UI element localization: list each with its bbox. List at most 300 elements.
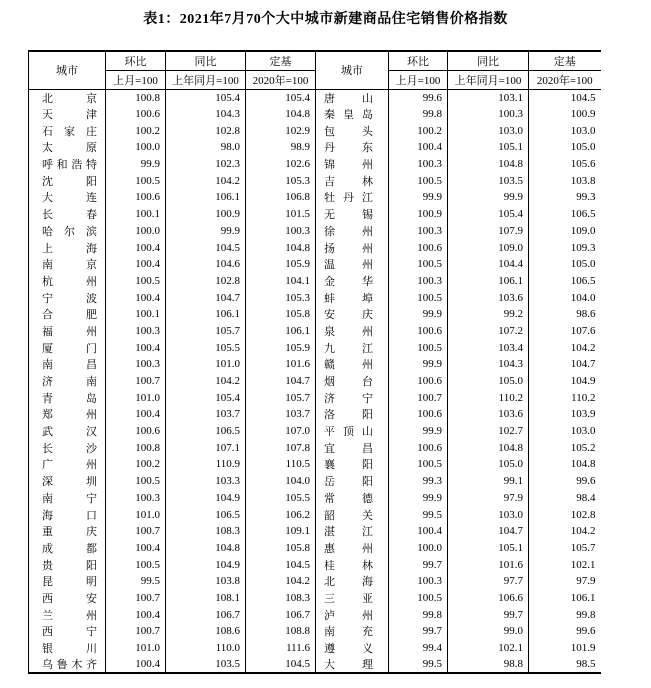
city-cell bbox=[29, 223, 106, 240]
base-value: 105.6 bbox=[570, 158, 596, 171]
base-value: 103.8 bbox=[570, 174, 596, 187]
base-value: 103.0 bbox=[570, 425, 596, 438]
city-name: 包头 bbox=[324, 125, 373, 138]
yoy-value: 103.5 bbox=[166, 656, 246, 673]
city-name: 济南 bbox=[42, 376, 97, 389]
yoy-value: 110.9 bbox=[166, 456, 246, 473]
city-cell bbox=[29, 356, 106, 373]
yoy-value: 103.6 bbox=[448, 289, 529, 306]
mom-value: 99.9 bbox=[106, 156, 166, 173]
mom-value: 100.3 bbox=[389, 156, 448, 173]
yoy-value: 109.0 bbox=[448, 239, 529, 256]
yoy-value: 104.3 bbox=[166, 106, 246, 123]
city-cell bbox=[316, 273, 389, 290]
city-cell bbox=[316, 189, 389, 206]
city-name: 大连 bbox=[42, 192, 97, 205]
base-value: 105.7 bbox=[570, 541, 596, 554]
table-row bbox=[29, 423, 601, 440]
city-name: 金华 bbox=[324, 275, 373, 288]
base-value: 99.8 bbox=[576, 608, 596, 621]
base-value: 98.5 bbox=[576, 658, 596, 671]
mom-value: 99.9 bbox=[389, 189, 448, 206]
city-name: 上海 bbox=[42, 242, 97, 255]
city-name: 赣州 bbox=[324, 359, 373, 372]
yoy-value: 104.2 bbox=[166, 172, 246, 189]
price-index-table bbox=[28, 50, 601, 674]
city-name: 无锡 bbox=[324, 209, 373, 222]
yoy-value: 104.9 bbox=[166, 490, 246, 507]
table-row bbox=[29, 356, 601, 373]
table-row bbox=[29, 606, 601, 623]
city-name: 重庆 bbox=[42, 526, 97, 539]
city-name: 洛阳 bbox=[324, 409, 373, 422]
yoy-value: 98.8 bbox=[448, 656, 529, 673]
city-cell bbox=[29, 473, 106, 490]
mom-value: 100.7 bbox=[389, 389, 448, 406]
yoy-value: 101.6 bbox=[448, 556, 529, 573]
base-value: 98.6 bbox=[576, 308, 596, 321]
city-cell bbox=[316, 172, 389, 189]
mom-value: 100.0 bbox=[106, 139, 166, 156]
base-value: 105.8 bbox=[246, 306, 316, 323]
base-value: 105.4 bbox=[246, 89, 316, 106]
mom-value: 99.3 bbox=[389, 473, 448, 490]
city-cell bbox=[29, 256, 106, 273]
base-value: 108.3 bbox=[246, 590, 316, 607]
base-value: 98.9 bbox=[246, 139, 316, 156]
header-mom-sub-left: 上月=100 bbox=[106, 70, 166, 89]
base-value: 100.3 bbox=[246, 223, 316, 240]
mom-value: 100.4 bbox=[106, 606, 166, 623]
city-cell bbox=[316, 339, 389, 356]
city-name: 韶关 bbox=[324, 509, 373, 522]
city-name: 泉州 bbox=[324, 325, 373, 338]
city-cell bbox=[29, 573, 106, 590]
city-name: 天津 bbox=[42, 109, 97, 122]
mom-value: 100.3 bbox=[389, 223, 448, 240]
mom-value: 100.7 bbox=[106, 523, 166, 540]
header-city-right: 城市 bbox=[316, 51, 389, 89]
base-value: 104.8 bbox=[246, 239, 316, 256]
base-value: 102.1 bbox=[570, 558, 596, 571]
city-cell bbox=[29, 439, 106, 456]
city-name: 秦皇岛 bbox=[324, 109, 373, 122]
city-name: 北海 bbox=[324, 576, 373, 589]
base-value: 102.6 bbox=[246, 156, 316, 173]
header-yoy-right: 同比 bbox=[448, 51, 529, 70]
table-row bbox=[29, 206, 601, 223]
table-row bbox=[29, 156, 601, 173]
city-name: 昆明 bbox=[42, 576, 97, 589]
city-cell bbox=[29, 506, 106, 523]
yoy-value: 103.8 bbox=[166, 573, 246, 590]
mom-value: 99.4 bbox=[389, 640, 448, 657]
base-value: 105.3 bbox=[246, 172, 316, 189]
city-cell bbox=[29, 306, 106, 323]
city-name: 长沙 bbox=[42, 442, 97, 455]
city-name: 大理 bbox=[324, 659, 373, 672]
city-name: 郑州 bbox=[42, 409, 97, 422]
city-name: 湛江 bbox=[324, 526, 373, 539]
base-value: 104.5 bbox=[570, 91, 596, 104]
mom-value: 100.0 bbox=[106, 223, 166, 240]
table-header bbox=[29, 51, 601, 89]
base-value: 104.7 bbox=[570, 358, 596, 371]
mom-value: 100.7 bbox=[106, 623, 166, 640]
base-value: 110.5 bbox=[246, 456, 316, 473]
yoy-value: 99.9 bbox=[448, 189, 529, 206]
city-name: 海口 bbox=[42, 509, 97, 522]
base-value: 104.5 bbox=[246, 656, 316, 673]
yoy-value: 103.5 bbox=[448, 172, 529, 189]
mom-value: 100.4 bbox=[106, 406, 166, 423]
base-value: 101.9 bbox=[570, 642, 596, 655]
base-value: 98.4 bbox=[576, 491, 596, 504]
yoy-value: 99.7 bbox=[448, 606, 529, 623]
yoy-value: 103.0 bbox=[448, 122, 529, 139]
header-base-sub-right: 2020年=100 bbox=[529, 70, 601, 89]
city-name: 泸州 bbox=[324, 609, 373, 622]
city-name: 吉林 bbox=[324, 175, 373, 188]
city-name: 成都 bbox=[42, 542, 97, 555]
page-title: 表1：2021年7月70个大中城市新建商品住宅销售价格指数 bbox=[143, 12, 508, 27]
table-row bbox=[29, 406, 601, 423]
header-city-left: 城市 bbox=[29, 51, 106, 89]
table-row bbox=[29, 540, 601, 557]
base-value: 106.8 bbox=[246, 189, 316, 206]
base-value: 108.8 bbox=[246, 623, 316, 640]
city-name: 唐山 bbox=[324, 92, 373, 105]
city-name: 厦门 bbox=[42, 342, 97, 355]
mom-value: 100.6 bbox=[389, 323, 448, 340]
city-name: 遵义 bbox=[324, 643, 373, 656]
mom-value: 100.5 bbox=[106, 556, 166, 573]
mom-value: 100.5 bbox=[389, 339, 448, 356]
city-name: 扬州 bbox=[324, 242, 373, 255]
city-cell bbox=[29, 139, 106, 156]
base-value: 104.1 bbox=[246, 273, 316, 290]
mom-value: 100.6 bbox=[106, 106, 166, 123]
table-row bbox=[29, 189, 601, 206]
mom-value: 100.5 bbox=[389, 172, 448, 189]
city-cell bbox=[29, 89, 106, 106]
mom-value: 100.4 bbox=[106, 289, 166, 306]
city-cell bbox=[316, 590, 389, 607]
yoy-value: 105.1 bbox=[448, 139, 529, 156]
city-cell bbox=[316, 223, 389, 240]
city-name: 九江 bbox=[324, 342, 373, 355]
city-name: 沈阳 bbox=[42, 175, 97, 188]
base-value: 109.3 bbox=[570, 241, 596, 254]
city-name: 广州 bbox=[42, 459, 97, 472]
mom-value: 99.9 bbox=[389, 423, 448, 440]
table-row bbox=[29, 473, 601, 490]
mom-value: 100.5 bbox=[389, 289, 448, 306]
city-cell bbox=[316, 106, 389, 123]
city-cell bbox=[316, 323, 389, 340]
yoy-value: 107.9 bbox=[448, 223, 529, 240]
city-name: 南京 bbox=[42, 259, 97, 272]
mom-value: 99.5 bbox=[389, 506, 448, 523]
city-cell bbox=[316, 506, 389, 523]
base-value: 102.8 bbox=[570, 508, 596, 521]
header-row-sub bbox=[29, 70, 601, 89]
mom-value: 100.0 bbox=[389, 540, 448, 557]
yoy-value: 110.0 bbox=[166, 640, 246, 657]
yoy-value: 97.9 bbox=[448, 490, 529, 507]
city-cell bbox=[29, 623, 106, 640]
city-cell bbox=[316, 139, 389, 156]
base-value: 107.6 bbox=[570, 324, 596, 337]
base-value: 104.8 bbox=[570, 458, 596, 471]
base-value: 105.0 bbox=[570, 258, 596, 271]
yoy-value: 105.4 bbox=[166, 389, 246, 406]
base-value: 104.0 bbox=[570, 291, 596, 304]
city-cell bbox=[316, 606, 389, 623]
mom-value: 100.2 bbox=[106, 456, 166, 473]
base-value: 109.0 bbox=[570, 224, 596, 237]
city-cell bbox=[29, 490, 106, 507]
city-cell bbox=[316, 456, 389, 473]
city-name: 福州 bbox=[42, 325, 97, 338]
mom-value: 99.9 bbox=[389, 356, 448, 373]
table-row bbox=[29, 306, 601, 323]
base-value: 99.3 bbox=[576, 191, 596, 204]
table-row bbox=[29, 490, 601, 507]
table-row bbox=[29, 256, 601, 273]
city-cell bbox=[316, 356, 389, 373]
city-cell bbox=[29, 106, 106, 123]
city-cell bbox=[29, 423, 106, 440]
mom-value: 100.9 bbox=[389, 206, 448, 223]
yoy-value: 104.6 bbox=[166, 256, 246, 273]
city-name: 襄阳 bbox=[324, 459, 373, 472]
city-cell bbox=[316, 406, 389, 423]
city-cell bbox=[316, 239, 389, 256]
mom-value: 100.4 bbox=[106, 656, 166, 673]
base-value: 104.0 bbox=[246, 473, 316, 490]
city-cell bbox=[316, 373, 389, 390]
city-cell bbox=[316, 640, 389, 657]
city-name: 乌鲁木齐 bbox=[42, 659, 97, 672]
city-name: 石家庄 bbox=[42, 125, 97, 138]
mom-value: 100.5 bbox=[389, 590, 448, 607]
mom-value: 100.3 bbox=[106, 490, 166, 507]
base-value: 104.9 bbox=[570, 375, 596, 388]
yoy-value: 106.1 bbox=[448, 273, 529, 290]
city-name: 贵阳 bbox=[42, 559, 97, 572]
city-cell bbox=[29, 406, 106, 423]
base-value: 106.5 bbox=[570, 208, 596, 221]
base-value: 99.6 bbox=[576, 475, 596, 488]
mom-value: 100.7 bbox=[106, 373, 166, 390]
yoy-value: 104.7 bbox=[166, 289, 246, 306]
city-cell bbox=[316, 573, 389, 590]
table-row bbox=[29, 623, 601, 640]
yoy-value: 104.7 bbox=[448, 523, 529, 540]
city-cell bbox=[29, 323, 106, 340]
city-cell bbox=[29, 656, 106, 673]
yoy-value: 99.1 bbox=[448, 473, 529, 490]
mom-value: 99.6 bbox=[389, 89, 448, 106]
yoy-value: 105.7 bbox=[166, 323, 246, 340]
city-cell bbox=[316, 656, 389, 673]
city-cell bbox=[316, 306, 389, 323]
mom-value: 100.6 bbox=[389, 406, 448, 423]
city-name: 呼和浩特 bbox=[42, 159, 97, 172]
mom-value: 99.8 bbox=[389, 106, 448, 123]
yoy-value: 100.9 bbox=[166, 206, 246, 223]
table-row bbox=[29, 573, 601, 590]
city-cell bbox=[316, 473, 389, 490]
yoy-value: 101.0 bbox=[166, 356, 246, 373]
city-name: 牡丹江 bbox=[324, 192, 373, 205]
city-name: 武汉 bbox=[42, 426, 97, 439]
city-cell bbox=[316, 540, 389, 557]
city-cell bbox=[316, 122, 389, 139]
base-value: 106.7 bbox=[246, 606, 316, 623]
table-row bbox=[29, 389, 601, 406]
base-value: 105.9 bbox=[246, 339, 316, 356]
mom-value: 100.4 bbox=[106, 540, 166, 557]
mom-value: 100.8 bbox=[106, 439, 166, 456]
city-cell bbox=[29, 122, 106, 139]
table-row bbox=[29, 373, 601, 390]
yoy-value: 99.9 bbox=[166, 223, 246, 240]
city-name: 丹东 bbox=[324, 142, 373, 155]
city-cell bbox=[316, 490, 389, 507]
city-cell bbox=[29, 373, 106, 390]
city-name: 宜昌 bbox=[324, 442, 373, 455]
yoy-value: 110.2 bbox=[448, 389, 529, 406]
yoy-value: 104.4 bbox=[448, 256, 529, 273]
mom-value: 100.7 bbox=[106, 590, 166, 607]
table-row bbox=[29, 506, 601, 523]
yoy-value: 104.8 bbox=[448, 156, 529, 173]
table-row bbox=[29, 89, 601, 106]
yoy-value: 103.4 bbox=[448, 339, 529, 356]
yoy-value: 102.8 bbox=[166, 273, 246, 290]
header-base-sub-left: 2020年=100 bbox=[246, 70, 316, 89]
yoy-value: 102.1 bbox=[448, 640, 529, 657]
yoy-value: 106.1 bbox=[166, 189, 246, 206]
table-row bbox=[29, 323, 601, 340]
city-name: 西安 bbox=[42, 592, 97, 605]
city-name: 岳阳 bbox=[324, 476, 373, 489]
yoy-value: 103.1 bbox=[448, 89, 529, 106]
city-name: 杭州 bbox=[42, 275, 97, 288]
city-name: 三亚 bbox=[324, 592, 373, 605]
base-value: 105.3 bbox=[246, 289, 316, 306]
city-cell bbox=[29, 172, 106, 189]
yoy-value: 104.9 bbox=[166, 556, 246, 573]
city-name: 宁波 bbox=[42, 292, 97, 305]
city-cell bbox=[316, 389, 389, 406]
base-value: 110.2 bbox=[571, 391, 596, 404]
yoy-value: 106.1 bbox=[166, 306, 246, 323]
yoy-value: 106.6 bbox=[448, 590, 529, 607]
city-name: 南宁 bbox=[42, 492, 97, 505]
base-value: 101.5 bbox=[246, 206, 316, 223]
header-yoy-sub-left: 上年同月=100 bbox=[166, 70, 246, 89]
header-yoy-left: 同比 bbox=[166, 51, 246, 70]
table-row bbox=[29, 289, 601, 306]
mom-value: 101.0 bbox=[106, 389, 166, 406]
city-name: 蚌埠 bbox=[324, 292, 373, 305]
city-name: 西宁 bbox=[42, 626, 97, 639]
city-name: 南充 bbox=[324, 626, 373, 639]
city-cell bbox=[316, 156, 389, 173]
city-cell bbox=[316, 556, 389, 573]
city-name: 烟台 bbox=[324, 376, 373, 389]
mom-value: 99.5 bbox=[389, 656, 448, 673]
table-row bbox=[29, 439, 601, 456]
header-mom-left: 环比 bbox=[106, 51, 166, 70]
yoy-value: 106.5 bbox=[166, 506, 246, 523]
mom-value: 100.6 bbox=[106, 423, 166, 440]
city-cell bbox=[316, 289, 389, 306]
base-value: 111.6 bbox=[246, 640, 316, 657]
base-value: 102.9 bbox=[246, 122, 316, 139]
table-row bbox=[29, 223, 601, 240]
mom-value: 100.6 bbox=[389, 439, 448, 456]
table-row bbox=[29, 273, 601, 290]
table-row bbox=[29, 239, 601, 256]
mom-value: 99.7 bbox=[389, 623, 448, 640]
base-value: 105.7 bbox=[246, 389, 316, 406]
city-cell bbox=[29, 273, 106, 290]
mom-value: 99.9 bbox=[389, 490, 448, 507]
table-row bbox=[29, 139, 601, 156]
base-value: 97.9 bbox=[576, 575, 596, 588]
mom-value: 99.8 bbox=[389, 606, 448, 623]
yoy-value: 103.0 bbox=[448, 506, 529, 523]
yoy-value: 102.3 bbox=[166, 156, 246, 173]
mom-value: 100.5 bbox=[389, 256, 448, 273]
city-name: 济宁 bbox=[324, 392, 373, 405]
city-name: 惠州 bbox=[324, 542, 373, 555]
yoy-value: 97.7 bbox=[448, 573, 529, 590]
base-value: 109.1 bbox=[246, 523, 316, 540]
city-name: 常德 bbox=[324, 492, 373, 505]
mom-value: 100.1 bbox=[106, 306, 166, 323]
city-cell bbox=[316, 439, 389, 456]
base-value: 105.0 bbox=[570, 141, 596, 154]
city-name: 太原 bbox=[42, 142, 97, 155]
city-cell bbox=[29, 189, 106, 206]
city-cell bbox=[29, 206, 106, 223]
base-value: 105.5 bbox=[246, 490, 316, 507]
table-row bbox=[29, 172, 601, 189]
city-cell bbox=[316, 623, 389, 640]
city-name: 锦州 bbox=[324, 159, 373, 172]
base-value: 101.6 bbox=[246, 356, 316, 373]
mom-value: 100.5 bbox=[106, 172, 166, 189]
table-row bbox=[29, 590, 601, 607]
base-value: 104.5 bbox=[246, 556, 316, 573]
base-value: 107.8 bbox=[246, 439, 316, 456]
yoy-value: 105.1 bbox=[448, 540, 529, 557]
mom-value: 100.3 bbox=[106, 356, 166, 373]
city-name: 哈尔滨 bbox=[42, 225, 97, 238]
table-row bbox=[29, 523, 601, 540]
yoy-value: 106.7 bbox=[166, 606, 246, 623]
city-name: 北京 bbox=[42, 92, 97, 105]
yoy-value: 100.3 bbox=[448, 106, 529, 123]
city-name: 银川 bbox=[42, 643, 97, 656]
header-mom-right: 环比 bbox=[389, 51, 448, 70]
mom-value: 101.0 bbox=[106, 506, 166, 523]
